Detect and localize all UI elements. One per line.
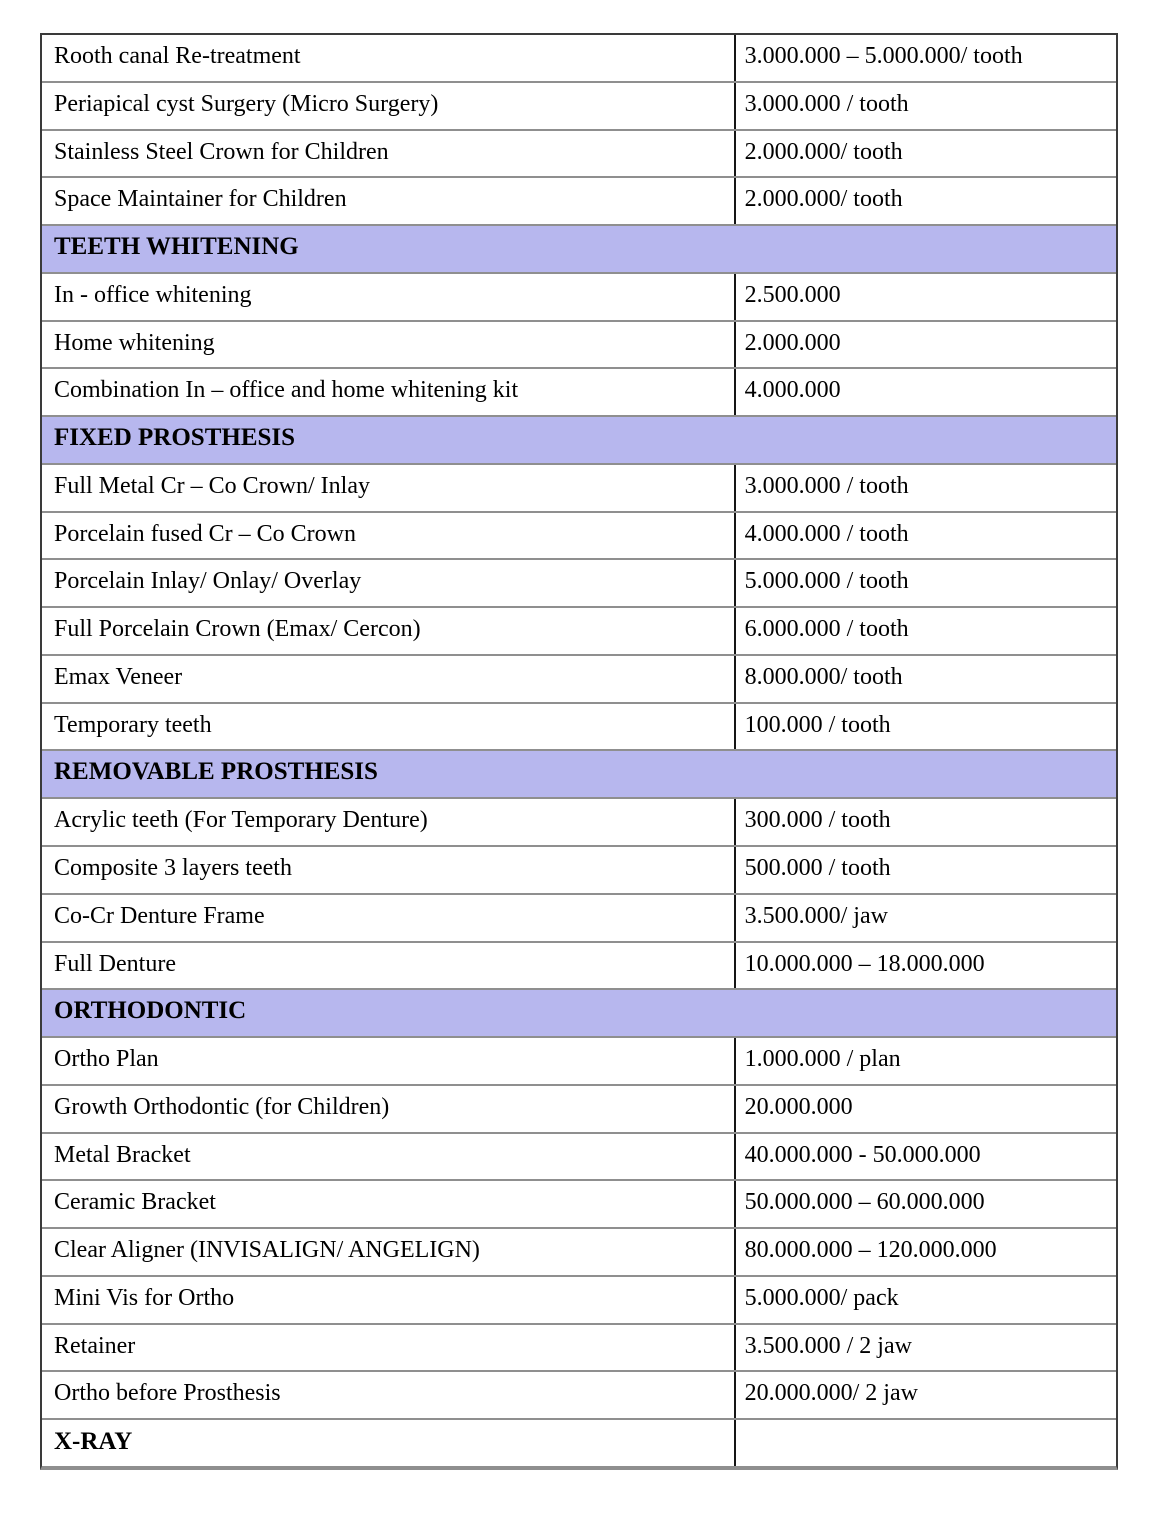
price-table-row [42, 704, 1116, 752]
price-table-row [42, 322, 1116, 370]
service-name: Temporary teeth [54, 711, 212, 738]
price-table-row [42, 560, 1116, 608]
service-name: Co-Cr Denture Frame [54, 902, 265, 929]
section-header-row [42, 751, 1116, 799]
price-table [40, 33, 1118, 1470]
service-name: X-RAY [54, 1428, 133, 1456]
service-name: Acrylic teeth (For Temporary Denture) [54, 807, 428, 834]
service-name: Ortho Plan [54, 1046, 159, 1073]
price-table-row [42, 1325, 1116, 1373]
service-name: Mini Vis for Ortho [54, 1284, 235, 1311]
price-table-row [42, 1277, 1116, 1325]
price-table-row [42, 369, 1116, 417]
service-name: Clear Aligner (INVISALIGN/ ANGELIGN) [54, 1237, 480, 1264]
service-price: 80.000.000 – 120.000.000 [734, 1229, 1116, 1275]
service-name: Metal Bracket [54, 1141, 191, 1168]
service-name: Ortho before Prosthesis [54, 1380, 281, 1407]
price-table-row [42, 799, 1116, 847]
service-name: Periapical cyst Surgery (Micro Surgery) [54, 90, 439, 117]
service-price: 4.000.000 [734, 369, 1116, 415]
service-price: 20.000.000/ 2 jaw [734, 1372, 1116, 1418]
service-price: 500.000 / tooth [734, 847, 1116, 893]
section-header-row [42, 226, 1116, 274]
service-price: 2.000.000/ tooth [734, 131, 1116, 177]
price-table-row [42, 1229, 1116, 1277]
service-price: 2.500.000 [734, 274, 1116, 320]
service-price: 4.000.000 / tooth [734, 513, 1116, 559]
section-title: REMOVABLE PROSTHESIS [54, 758, 378, 786]
service-name: Emax Veneer [54, 663, 183, 690]
service-name: Combination In – office and home whitening kit [54, 377, 519, 404]
service-price: 3.000.000 / tooth [734, 83, 1116, 129]
service-price: 40.000.000 - 50.000.000 [734, 1134, 1116, 1180]
price-table-row [42, 1086, 1116, 1134]
service-name: In - office whitening [54, 281, 252, 308]
service-name: Composite 3 layers teeth [54, 855, 292, 882]
service-price: 3.000.000 / tooth [734, 465, 1116, 511]
price-table-row [42, 847, 1116, 895]
price-table-row [42, 943, 1116, 991]
service-price: 6.000.000 / tooth [734, 608, 1116, 654]
price-table-row [42, 35, 1116, 83]
service-name: Retainer [54, 1332, 136, 1359]
service-price: 3.500.000/ jaw [734, 895, 1116, 941]
service-name: Porcelain Inlay/ Onlay/ Overlay [54, 568, 362, 595]
service-price: 2.000.000/ tooth [734, 178, 1116, 224]
price-table-row [42, 1038, 1116, 1086]
service-price: 300.000 / tooth [734, 799, 1116, 845]
service-price: 10.000.000 – 18.000.000 [734, 943, 1116, 989]
price-table-row [42, 1420, 1116, 1466]
section-title: FIXED PROSTHESIS [54, 424, 296, 452]
service-price: 20.000.000 [734, 1086, 1116, 1132]
price-table-row [42, 1181, 1116, 1229]
service-name: Home whitening [54, 329, 215, 356]
service-price: 5.000.000 / tooth [734, 560, 1116, 606]
price-table-row [42, 513, 1116, 561]
service-price [734, 1420, 1116, 1466]
service-price: 2.000.000 [734, 322, 1116, 368]
section-title: ORTHODONTIC [54, 997, 247, 1025]
price-table-row [42, 1134, 1116, 1182]
service-name: Rooth canal Re-treatment [54, 43, 301, 69]
service-name: Space Maintainer for Children [54, 186, 347, 213]
service-name: Ceramic Bracket [54, 1189, 216, 1216]
service-price: 100.000 / tooth [734, 704, 1116, 750]
service-price: 5.000.000/ pack [734, 1277, 1116, 1323]
price-table-row [42, 895, 1116, 943]
service-name: Full Porcelain Crown (Emax/ Cercon) [54, 616, 421, 643]
service-name: Full Metal Cr – Co Crown/ Inlay [54, 472, 370, 499]
price-table-row [42, 465, 1116, 513]
section-header-row [42, 417, 1116, 465]
service-price: 8.000.000/ tooth [734, 656, 1116, 702]
service-price: 3.000.000 – 5.000.000/ tooth [734, 35, 1116, 81]
service-price: 1.000.000 / plan [734, 1038, 1116, 1084]
price-table-row [42, 83, 1116, 131]
price-table-body [42, 35, 1116, 1466]
service-name: Growth Orthodontic (for Children) [54, 1093, 390, 1120]
service-name: Stainless Steel Crown for Children [54, 138, 389, 165]
price-table-row [42, 1372, 1116, 1420]
price-table-row [42, 274, 1116, 322]
price-table-row [42, 608, 1116, 656]
price-table-row [42, 131, 1116, 179]
service-name: Porcelain fused Cr – Co Crown [54, 520, 356, 547]
service-price: 3.500.000 / 2 jaw [734, 1325, 1116, 1371]
section-title: TEETH WHITENING [54, 233, 299, 261]
service-price: 50.000.000 – 60.000.000 [734, 1181, 1116, 1227]
section-header-row [42, 990, 1116, 1038]
price-table-row [42, 656, 1116, 704]
price-table-row [42, 178, 1116, 226]
service-name: Full Denture [54, 950, 176, 977]
